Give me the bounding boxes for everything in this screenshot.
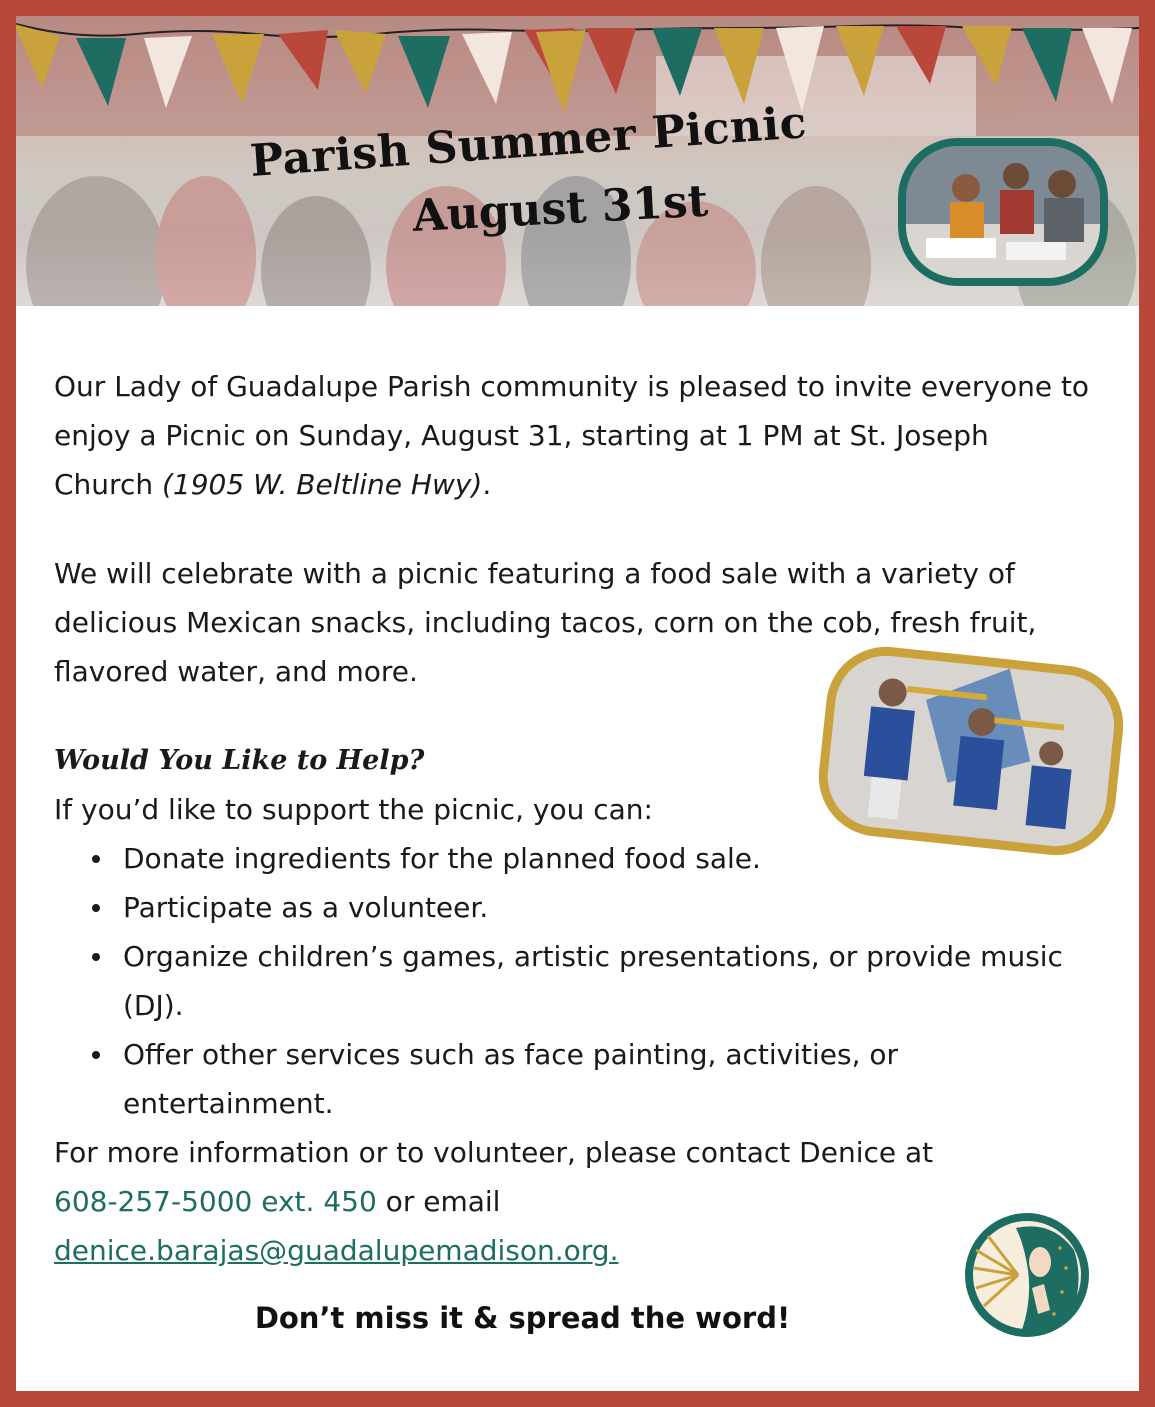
contact-line: [54, 1177, 1094, 1226]
food-paragraph: We will celebrate with a picnic featuring a food sale with a variety of delicious Mexican snacks, including tacos, corn on the cob, fresh fruit, flavored water, and more.: [54, 557, 1037, 688]
title-line-2: August 31st: [411, 175, 710, 242]
help-list-item: Participate as a volunteer.: [54, 883, 1094, 932]
volunteers-cooking-photo: [898, 138, 1108, 286]
help-heading: Would You Like to Help?: [54, 745, 425, 776]
flyer-card: [16, 16, 1139, 1391]
closing-tagline: Don’t miss it & spread the word!: [254, 1301, 791, 1335]
email-line: [54, 1226, 1094, 1275]
header-banner: [16, 16, 1139, 306]
church-address: (1905 W. Beltline Hwy): [161, 468, 483, 501]
help-list: [54, 834, 1094, 1128]
virgin-of-guadalupe-logo-icon: [962, 1210, 1092, 1340]
help-list-item: Organize children’s games, artistic presentations, or provide music (DJ).: [54, 932, 1094, 1030]
intro-paragraph: [54, 362, 1094, 509]
help-list-item: Donate ingredients for the planned food sale.: [54, 834, 1094, 883]
contact-lead: For more information or to volunteer, please contact Denice at: [54, 1136, 934, 1169]
contact-or: or email: [376, 1185, 501, 1218]
intro-text: Our Lady of Guadalupe Parish community is pleased to invite everyone to enjoy a Picnic on Sunday, August 31, starting at 1 PM at St. Joseph Church: [54, 370, 1090, 501]
title-line-1: Parish Summer Picnic: [248, 97, 809, 187]
help-lead: If you’d like to support the picnic, you can:: [54, 793, 653, 826]
intro-end: .: [482, 468, 492, 501]
flyer-body: [54, 362, 1094, 1275]
help-list-item: Offer other services such as face painting, activities, or entertainment.: [54, 1030, 1094, 1128]
phone-link[interactable]: 608-257-5000 ext. 450: [54, 1185, 377, 1218]
email-link[interactable]: denice.barajas@guadalupemadison.org.: [54, 1234, 619, 1267]
